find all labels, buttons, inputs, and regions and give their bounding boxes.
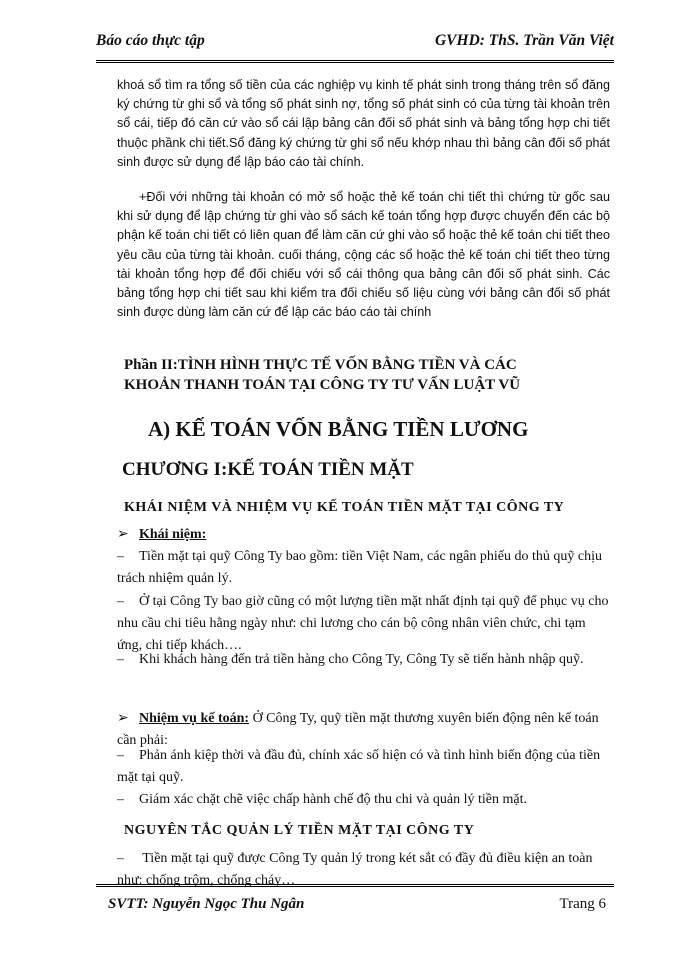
header-divider [96,60,614,63]
header-advisor: GVHD: ThS. Trần Văn Việt [434,32,614,49]
page-number: Trang 6 [559,896,606,912]
part-title-line-1: Phần II:TÌNH HÌNH THỰC TẾ VỐN BẰNG TIỀN VÀ CÁC [124,357,517,373]
concept-item-2: Ở tại Công Ty bao giờ cũng có một lượng tiền mặt nhất định tại quỹ để phục vụ cho nhu cầu chi tiêu hằng ngày như: chi lương cho cán bộ công nhân viên chức, chi tạm ứng, chi tiếp khách…. [117,594,609,653]
duties-item-2: Giám xác chặt chẽ việc chấp hành chế độ thu chi và quản lý tiền mặt. [139,792,527,807]
duties-item-1: Phản ánh kiệp thời và đầu đủ, chính xác số hiện có và tình hình biến động của tiền mặt tại quỹ. [117,748,601,785]
concept-label: Khái niệm: [139,527,207,542]
part-title [124,355,614,395]
list-item [117,649,612,671]
dash-bullet-icon: – [117,549,124,564]
page-header [96,30,614,58]
dash-bullet-icon: – [117,792,124,807]
footer-divider [96,884,614,887]
paragraph-2: +Đối với những tài khoản có mở sổ hoặc thẻ kế toán chi tiết thì chứng từ gốc sau khi sử dụng để lập chứng từ ghi vào sổ sách kế toán tổng hợp được chuyển đến các bộ phận kế toán chi tiết có liên quan để làm căn cứ ghi vào sổ hoặc thẻ kế toán chi tiết theo yêu cầu của từng tài khoản. cuối tháng, cộng các sổ hoặc thẻ kế toán chi tiết theo từng tài khoản tổng hợp để đối chiếu với sổ cái thông qua bảng cân đối số phát sinh. Các bảng tổng hợp chi tiết sau khi kiểm tra đối chiếu số liệu cùng với bảng cân đối số phát sinh được dùng làm căn cứ để lập các báo cáo tài chính [117,190,610,320]
part-title-line-2: KHOẢN THANH TOÁN TẠI CÔNG TY TƯ VẤN LUẬT VŨ [124,377,521,393]
footer-student: SVTT: Nguyễn Ngọc Thu Ngân [108,896,305,912]
concept-item-1: Tiền mặt tại quỹ Công Ty bao gồm: tiền Việt Nam, các ngân phiếu do thủ quỹ chịu trách nhiệm quản lý. [117,549,602,586]
duties-label: Nhiệm vụ kế toán: [139,711,250,726]
heading-concept-duties: KHÁI NIỆM VÀ NHIỆM VỤ KẾ TOÁN TIỀN MẶT TẠI CÔNG TY [124,500,565,515]
duties-text: Ở Công Ty, quỹ tiền mặt thương xuyên biến động nên kế toán cần phải: [117,711,599,748]
arrow-bullet-icon: ➢ [117,711,129,726]
dash-bullet-icon: – [117,851,124,866]
list-item [117,789,612,811]
list-item [117,745,612,789]
heading-management-principles: NGUYÊN TẮC QUẢN LÝ TIỀN MẶT TẠI CÔNG TY [124,823,475,838]
concept-item-3: Khi khách hàng đến trả tiền hàng cho Công Ty, Công Ty sẽ tiến hành nhập quỹ. [139,652,584,667]
section-a-title: A) KẾ TOÁN VỐN BẰNG TIỀN LƯƠNG [148,417,529,441]
page-footer [96,896,614,920]
header-report-title: Báo cáo thực tập [96,32,205,49]
principle-item-1: Tiền mặt tại quỹ được Công Ty quản lý trong két sắt có đầy đủ điều kiện an toàn như: chống trộm, chống cháy… [117,851,593,888]
concept-bullet [117,526,617,543]
paragraph-1: khoá sổ tìm ra tổng số tiền của các nghiệp vụ kinh tế phát sinh trong tháng trên sổ đăng ký chứng từ ghi sổ và tổng số phát sinh nợ, tổng số phát sinh có của từng tài khoản trên sổ cái, tiếp đó căn cứ vào sổ cái lập bảng cân đối số phát sinh và bảng tổng hợp chi tiết thuộc phầnk chi tiết.Sổ đăng ký chứng từ ghi sổ nếu khớp nhau thì bảng cân đối số phát sinh được sử dụng để lập báo cáo tài chính. [117,78,610,169]
list-item [117,546,612,590]
dash-bullet-icon: – [117,652,124,667]
dash-bullet-icon: – [117,748,124,763]
chapter-title: CHƯƠNG I:KẾ TOÁN TIỀN MẶT [122,459,414,480]
list-item [117,591,612,657]
dash-bullet-icon: – [117,594,124,609]
arrow-bullet-icon: ➢ [117,527,129,542]
